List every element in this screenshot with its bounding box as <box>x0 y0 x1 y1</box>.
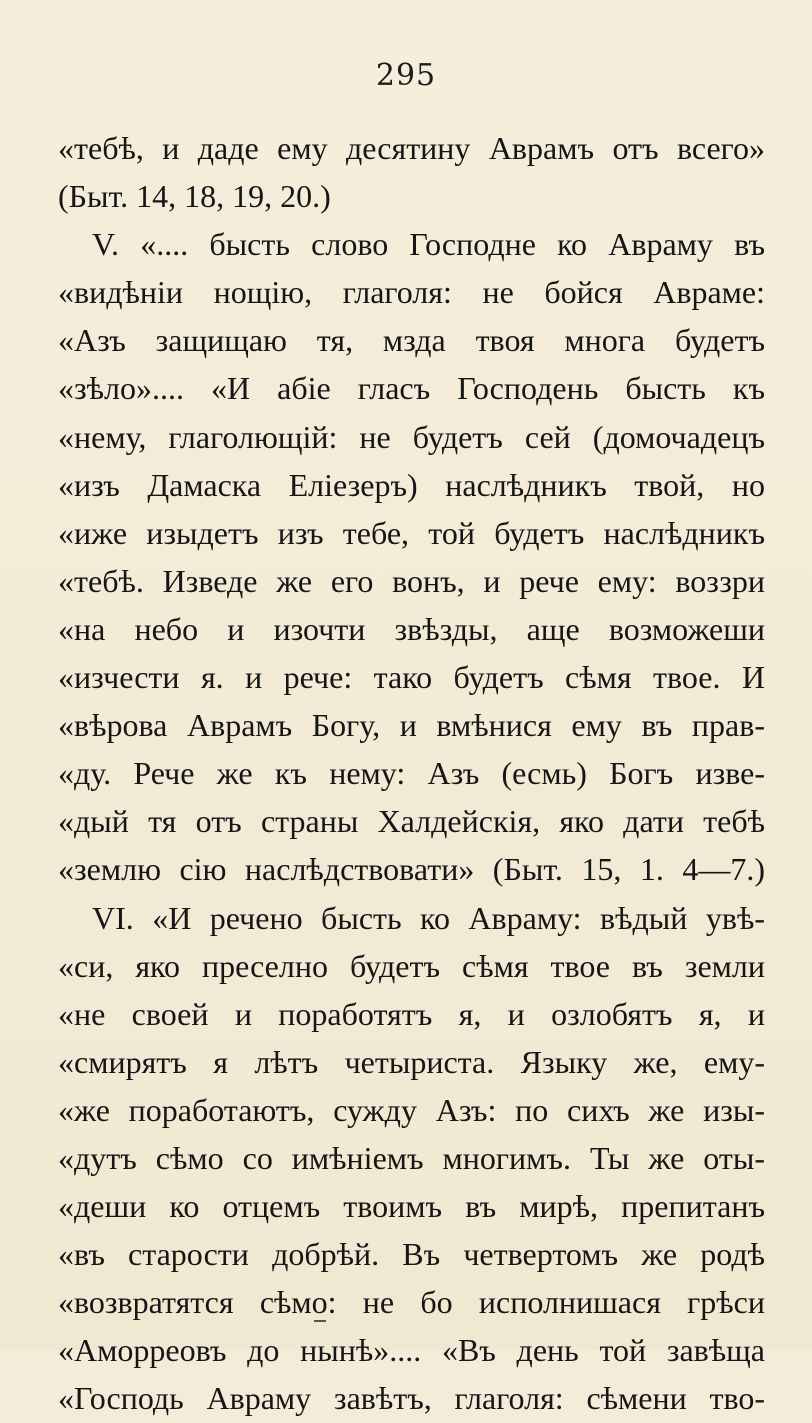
text-line: «дутъ сѣмо со имѣніемъ многимъ. Ты же оты- <box>58 1139 765 1176</box>
text-line: «видѣніи нощію, глаголя: не бойся Авраме: <box>58 274 765 311</box>
text-line: «смирятъ я лѣтъ четыриста. Языку же, ему- <box>58 1043 765 1080</box>
text-line: «изчести я. и рече: тако будетъ сѣмя твое. И <box>58 659 765 696</box>
text-line: «тебѣ. Изведе же его вонъ, и рече ему: воззри <box>58 562 765 599</box>
text-line: VI. «И речено бысть ко Авраму: вѣдый увѣ- <box>92 899 765 936</box>
text-line: «зѣло».... «И абіе гласъ Господень бысть къ <box>58 370 765 407</box>
text-line: «же поработаютъ, сужду Азъ: по сихъ же изы- <box>58 1091 765 1128</box>
text-line: «иже изыдетъ изъ тебе, той будетъ наслѣдникъ <box>58 514 765 551</box>
page-number: 295 <box>375 58 437 93</box>
text-line: «не своей и поработятъ я, и озлобятъ я, и <box>58 995 765 1032</box>
text-line: «землю сію наслѣдствовати» (Быт. 15, 1. 4—7.) <box>58 851 765 888</box>
text-line: «Аморреовъ до нынѣ».... «Въ день той завѣща <box>58 1332 765 1369</box>
text-line: «ду. Рече же къ нему: Азъ (есмь) Богъ изве- <box>58 755 765 792</box>
text-line: «вѣрова Аврамъ Богу, и вмѣнися ему въ прав- <box>58 707 765 744</box>
printer-mark <box>314 1320 326 1322</box>
text-line: «нему, глаголющій: не будетъ сей (домочадецъ <box>58 418 765 455</box>
body-text <box>58 124 765 1423</box>
text-line: «деши ко отцемъ твоимъ въ мирѣ, препитанъ <box>58 1188 765 1225</box>
text-line: «изъ Дамаска Еліезеръ) наслѣдникъ твой, но <box>58 466 765 503</box>
text-line: (Быт. 14, 18, 19, 20.) <box>58 178 331 215</box>
text-line: «на небо и изочти звѣзды, аще возможеши <box>58 610 765 647</box>
text-line: «Господь Авраму завѣтъ, глаголя: сѣмени тво- <box>58 1380 765 1417</box>
text-line: «си, яко преселно будетъ сѣмя твое въ земли <box>58 947 765 984</box>
text-line: «въ старости добрѣй. Въ четвертомъ же родѣ <box>58 1236 765 1273</box>
text-line: «тебѣ, и даде ему десятину Аврамъ отъ всего» <box>58 130 765 166</box>
text-line: «возвратятся сѣмо: не бо исполнишася грѣси <box>58 1284 765 1321</box>
text-line: «Азъ защищаю тя, мзда твоя многа будетъ <box>58 322 765 359</box>
text-line: V. «.... бысть слово Господне ко Авраму въ <box>92 226 765 263</box>
text-line: «дый тя отъ страны Халдейскія, яко дати тебѣ <box>58 803 765 840</box>
